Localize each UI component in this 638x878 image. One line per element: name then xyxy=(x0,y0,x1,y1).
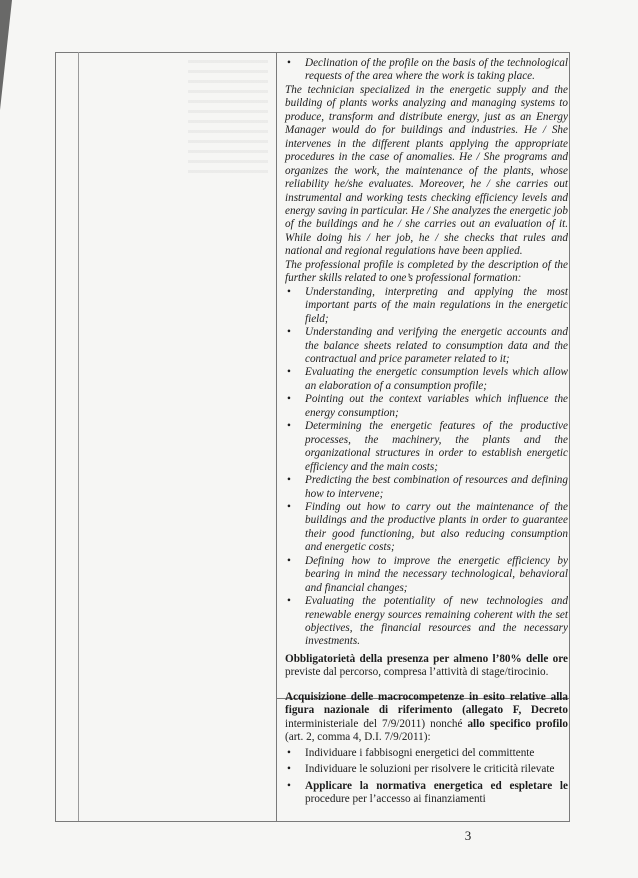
acquisition-tail: (art. 2, comma 4, D.I. 7/9/2011): xyxy=(285,731,431,744)
skills-list xyxy=(285,286,568,649)
list-item: • Defining how to improve the energetic efficiency by bearing in mind the necessary technological, behavioral and financial changes; xyxy=(285,555,568,595)
acquisition-bold-2: allo specifico profilo xyxy=(467,717,568,730)
table-right-border xyxy=(569,52,570,822)
acquisition-bold-1: Acquisizione delle macrocompetenze in esito relative alla figura nazionale di riferimento (allegato F, Decreto xyxy=(285,690,568,717)
list-item: • Finding out how to carry out the maintenance of the buildings and the productive plants in order to guarantee their good functioning, but also reducing consumption and energetic costs; xyxy=(285,501,568,555)
list-item: • Understanding, interpreting and applying the most important parts of the main regulations in the energetic field; xyxy=(285,286,568,326)
last-bullet-rest: procedure per l’accesso ai finanziamenti xyxy=(305,793,486,806)
table-top-border xyxy=(55,52,570,53)
list-item: • Declination of the profile on the basis of the technological requests of the area where the work is taking place. xyxy=(285,57,568,84)
scan-corner-shadow xyxy=(0,0,12,110)
list-item: • Individuare le soluzioni per risolvere le criticità rilevate xyxy=(285,763,568,776)
list-item: • Evaluating the energetic consumption levels which allow an elaboration of a consumption profile; xyxy=(285,366,568,393)
profile-completed-paragraph: The professional profile is completed by the description of the further skills related to one’s professional formation: xyxy=(285,258,568,285)
table-column-divider-1 xyxy=(78,52,79,822)
list-item: • Determining the energetic features of the productive processes, the machinery, the plants and the organizational structures in order to establish energetic efficiency and the main costs; xyxy=(285,420,568,474)
attendance-bold: Obbligatorietà della presenza per almeno l’80% delle ore xyxy=(285,652,568,665)
list-item: • Pointing out the context variables which influence the energy consumption; xyxy=(285,393,568,420)
macro-competence-list xyxy=(285,747,568,807)
attendance-rest: previste dal percorso, compresa l’attività di stage/tirocinio. xyxy=(285,666,549,679)
table-bottom-border xyxy=(55,821,570,822)
bleed-through-text xyxy=(188,60,268,180)
list-item: • Understanding and verifying the energetic accounts and the balance sheets related to consumption data and the contractual and price parameter related to it; xyxy=(285,326,568,366)
table-left-border xyxy=(55,52,56,822)
acquisition-paragraph xyxy=(285,691,568,745)
intro-bullet-list xyxy=(285,57,568,84)
specialist-paragraph: The technician specialized in the energetic supply and the building of plants works analyzing and managing systems to produce, transform and distribute energy, just as an Energy Manager would do for buildings and industries. He / She intervenes in the different plants applying the appropriate procedures in the case of anomalies. He / She programs and organizes the work, the maintenance of the plants, whose reliability he/she evaluates. Moreover, he / she carries out instrumental and working tests checking efficiency levels and energy saving in particular. He / She analyzes the energetic job of the buildings and he / she carries out an evaluation of it. While doing his / her job, he / she checks that rules and national and regional regulations have been applied. xyxy=(285,83,568,258)
list-item: • Evaluating the potentiality of new technologies and renewable energy sources remaining coherent with the set objectives, the financial resources and the necessary investments. xyxy=(285,595,568,649)
attendance-paragraph xyxy=(285,653,568,680)
page-number: 3 xyxy=(464,828,472,843)
last-bullet-bold: Applicare la normativa energetica ed espletare le xyxy=(305,779,568,792)
list-item: • Predicting the best combination of resources and defining how to intervene; xyxy=(285,474,568,501)
list-item xyxy=(285,780,568,807)
table-cell-content xyxy=(285,57,568,806)
table-column-divider-2 xyxy=(276,52,277,822)
list-item: • Individuare i fabbisogni energetici del committente xyxy=(285,747,568,760)
acquisition-normal: interministeriale del 7/9/2011) nonché xyxy=(285,717,468,730)
